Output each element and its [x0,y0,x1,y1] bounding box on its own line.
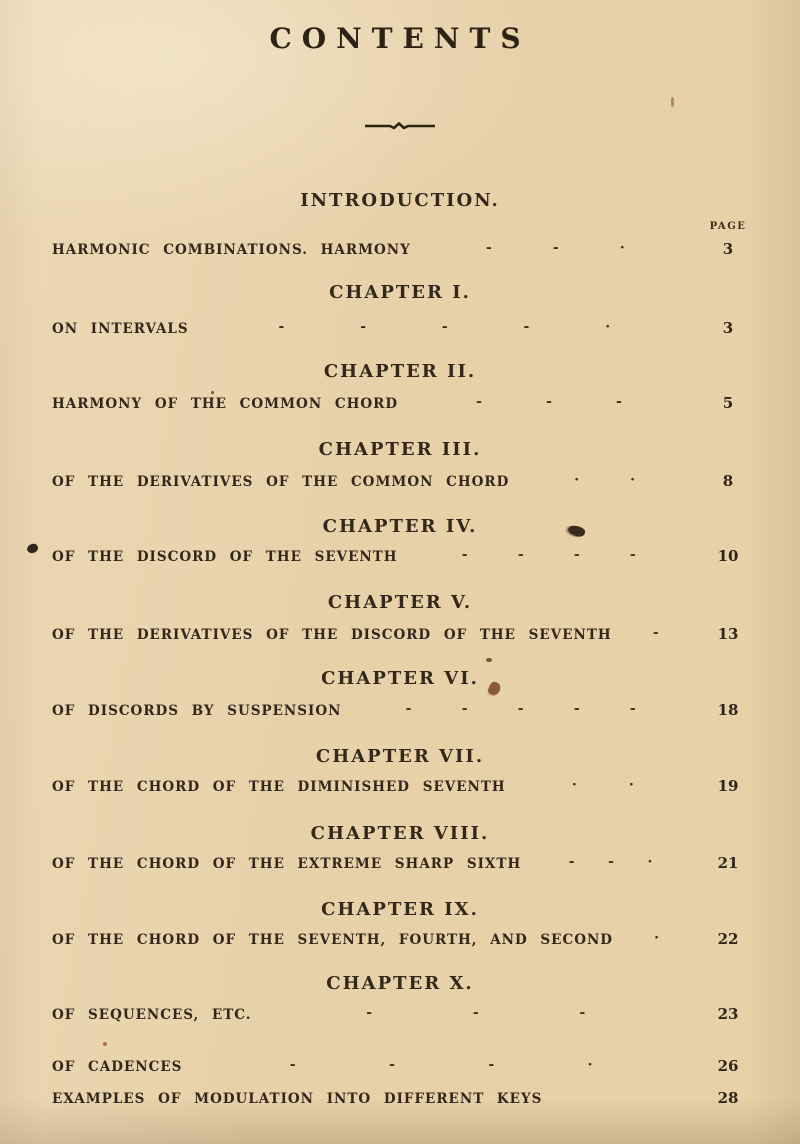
entry-page-number: 28 [717,1089,739,1107]
leader-dash: · [630,472,636,488]
toc-entry [52,1089,756,1107]
leader-dash: · [619,240,625,256]
entry-page-number: 8 [722,472,734,490]
leader-dash: - [461,701,468,717]
leader-dash: - [360,319,367,335]
leader-dash: - [389,1057,395,1073]
ink-blot [26,543,39,555]
toc-entry [52,701,756,719]
leader-dashes [398,549,700,565]
toc-entry [52,625,756,643]
entry-title: OF THE CHORD OF THE SEVENTH, FOURTH, AND SECOND [52,932,614,948]
leader-dash: · [647,854,653,870]
leader-dashes [398,396,700,412]
section-heading-chapter-9: CHAPTER IX. [321,899,479,920]
entry-title: OF CADENCES [52,1059,183,1075]
squiggle-rule-icon [363,119,437,133]
section-heading-chapter-3: CHAPTER III. [318,439,482,460]
leader-dash: · [587,1057,593,1073]
leader-dash: - [652,625,659,641]
leader-dashes [613,932,700,948]
section-heading-chapter-4: CHAPTER IV. [322,516,478,537]
leader-dashes [612,627,700,643]
leader-dash: - [366,1005,373,1021]
toc-entry [52,930,756,948]
page-title: CONTENTS [269,22,531,55]
entry-title: ON INTERVALS [52,321,189,337]
section-heading-chapter-8: CHAPTER VIII. [310,823,490,844]
entry-title: EXAMPLES OF MODULATION INTO DIFFERENT KEYS [52,1091,543,1107]
leader-dash: · [605,319,611,335]
leader-dash: - [517,701,524,717]
entry-title: OF THE DERIVATIVES OF THE DISCORD OF THE SEVENTH [52,627,612,643]
leader-dash: - [546,394,552,410]
leader-dashes [341,703,700,719]
leader-dash: - [441,319,448,335]
paper-speck [103,1042,107,1046]
leader-dash: - [552,240,559,256]
entry-page-number: 10 [717,547,739,565]
leader-dash: - [517,547,524,563]
toc-entry [52,472,756,490]
entry-title: OF THE DISCORD OF THE SEVENTH [52,549,398,565]
toc-entry [52,1005,756,1023]
entry-page-number: 23 [717,1005,739,1023]
leader-dash: - [472,1005,479,1021]
toc-entry [52,777,756,795]
leader-dash: · [571,777,577,793]
page-column-label: PAGE [709,221,747,232]
leader-dashes [182,1059,700,1075]
entry-title: HARMONIC COMBINATIONS. HARMONY [52,242,411,258]
entry-page-number: 13 [717,625,739,643]
section-heading-chapter-5: CHAPTER V. [327,592,473,613]
entry-page-number: 3 [722,240,734,258]
leader-dash: · [628,777,634,793]
leader-dash: - [523,319,530,335]
leader-dash: - [573,547,580,563]
toc-entry [52,854,756,872]
leader-dash: - [488,1057,495,1073]
paper-speck [671,97,674,107]
leader-dash: - [608,854,614,870]
entry-page-number: 26 [717,1057,739,1075]
toc-entry [52,319,756,337]
section-heading-chapter-10: CHAPTER X. [326,973,474,994]
entry-page-number: 22 [717,930,739,948]
entry-page-number: 5 [722,394,734,412]
ink-speck [211,391,214,394]
entry-title: OF SEQUENCES, ETC. [52,1007,252,1023]
leader-dash: - [568,854,575,870]
leader-dash: - [405,701,412,717]
leader-dashes [506,779,700,795]
toc-entry [52,240,756,258]
entry-page-number: 3 [722,319,734,337]
section-heading-chapter-2: CHAPTER II. [323,361,477,382]
toc-entry [52,394,756,412]
entry-title: OF THE DERIVATIVES OF THE COMMON CHORD [52,474,510,490]
leader-dash: · [574,472,580,488]
leader-dashes [509,474,700,490]
leader-dash: - [476,394,482,410]
section-heading-chapter-7: CHAPTER VII. [315,746,485,767]
toc-entry [52,547,756,565]
section-heading-chapter-1: CHAPTER I. [329,282,471,303]
toc-entry [52,1057,756,1075]
leader-dash: - [579,1005,586,1021]
title-divider-rule [0,118,800,137]
entry-page-number: 19 [717,777,739,795]
leader-dash: - [485,240,492,256]
entry-title: OF THE CHORD OF THE DIMINISHED SEVENTH [52,779,506,795]
leader-dashes [189,321,700,337]
leader-dash: - [629,547,636,563]
entry-title: OF THE CHORD OF THE EXTREME SHARP SIXTH [52,856,522,872]
leader-dash: - [629,701,636,717]
leader-dashes [411,242,700,258]
leader-dash: - [573,701,580,717]
leader-dash: - [289,1057,296,1073]
leader-dashes [252,1007,701,1023]
leader-dash: · [654,930,659,946]
entry-page-number: 21 [717,854,739,872]
entry-page-number: 18 [717,701,739,719]
ink-speck [486,658,492,662]
section-heading-introduction: INTRODUCTION. [300,190,500,211]
entry-title: OF DISCORDS BY SUSPENSION [52,703,342,719]
entry-title: HARMONY OF THE COMMON CHORD [52,396,399,412]
section-heading-chapter-6: CHAPTER VI. [321,668,479,689]
leader-dash: - [278,319,285,335]
leader-dash: - [616,394,622,410]
leader-dashes [521,856,700,872]
leader-dash: - [461,547,468,563]
